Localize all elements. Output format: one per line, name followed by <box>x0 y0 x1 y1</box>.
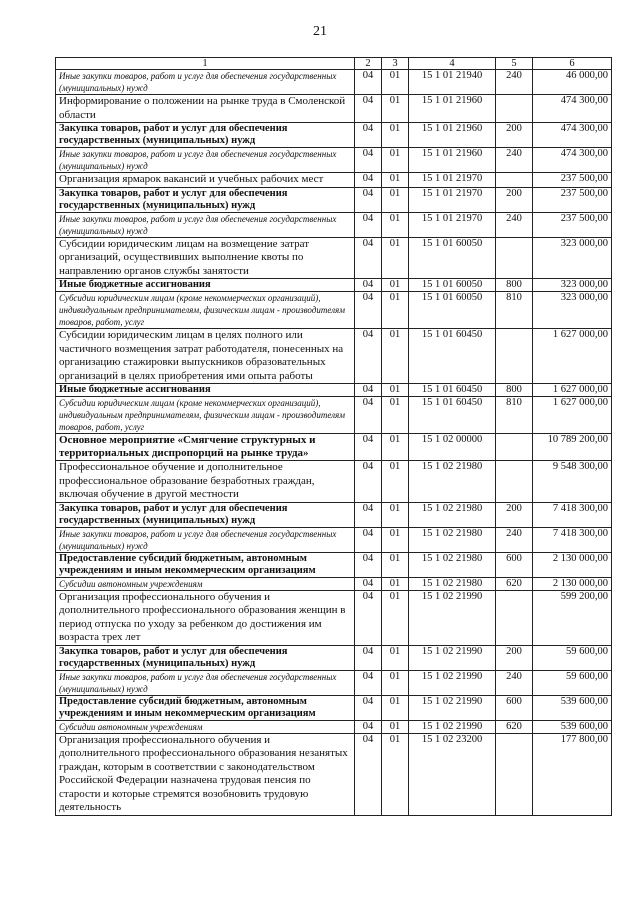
row-name-cell: Иные закупки товаров, работ и услуг для обеспечения государственных (муниципальных) нужд <box>56 148 355 173</box>
expense-type-cell <box>496 461 533 503</box>
row-name-cell: Закупка товаров, работ и услуг для обеспечения государственных (муниципальных) нужд <box>56 502 355 527</box>
section-cell: 04 <box>355 292 382 329</box>
amount-cell: 59 600,00 <box>533 645 612 670</box>
target-article-cell: 15 1 02 00000 <box>409 434 496 461</box>
row-name-cell: Закупка товаров, работ и услуг для обеспечения государственных (муниципальных) нужд <box>56 123 355 148</box>
amount-cell: 10 789 200,00 <box>533 434 612 461</box>
row-name-cell: Иные бюджетные ассигнования <box>56 384 355 397</box>
expense-type-cell: 240 <box>496 70 533 95</box>
row-name-cell: Организация профессионального обучения и дополнительного профессионального образования незанятых граждан, которым в соответствии с законодательством Российской Федерации назначена трудовая пенсия по старости и которые стремятся возобновить трудовую деятельность <box>56 733 355 815</box>
subsection-cell: 01 <box>382 720 409 733</box>
section-cell: 04 <box>355 552 382 577</box>
subsection-cell: 01 <box>382 670 409 695</box>
table-row <box>56 733 612 815</box>
section-cell: 04 <box>355 237 382 279</box>
table-row <box>56 552 612 577</box>
subsection-cell: 01 <box>382 645 409 670</box>
expense-type-cell: 620 <box>496 720 533 733</box>
expense-type-cell: 240 <box>496 670 533 695</box>
row-name-cell: Организация профессионального обучения и дополнительного профессионального образования женщин в период отпуска по уходу за ребенком до достижения им возраста трех лет <box>56 590 355 645</box>
target-article-cell: 15 1 02 21990 <box>409 720 496 733</box>
header-col-4: 4 <box>409 58 496 70</box>
table-row <box>56 434 612 461</box>
target-article-cell: 15 1 01 60050 <box>409 279 496 292</box>
subsection-cell: 01 <box>382 95 409 123</box>
row-name-cell: Закупка товаров, работ и услуг для обеспечения государственных (муниципальных) нужд <box>56 645 355 670</box>
subsection-cell: 01 <box>382 173 409 188</box>
budget-table <box>55 57 612 816</box>
amount-cell: 2 130 000,00 <box>533 552 612 577</box>
section-cell: 04 <box>355 123 382 148</box>
section-cell: 04 <box>355 590 382 645</box>
expense-type-cell: 620 <box>496 577 533 590</box>
expense-type-cell: 200 <box>496 123 533 148</box>
table-row <box>56 461 612 503</box>
row-name-cell: Иные закупки товаров, работ и услуг для обеспечения государственных (муниципальных) нужд <box>56 527 355 552</box>
target-article-cell: 15 1 01 21960 <box>409 148 496 173</box>
subsection-cell: 01 <box>382 148 409 173</box>
amount-cell: 474 300,00 <box>533 95 612 123</box>
subsection-cell: 01 <box>382 695 409 720</box>
subsection-cell: 01 <box>382 552 409 577</box>
row-name-cell: Иные бюджетные ассигнования <box>56 279 355 292</box>
expense-type-cell: 240 <box>496 148 533 173</box>
expense-type-cell: 600 <box>496 695 533 720</box>
subsection-cell: 01 <box>382 577 409 590</box>
table-row <box>56 95 612 123</box>
target-article-cell: 15 1 02 21990 <box>409 590 496 645</box>
section-cell: 04 <box>355 384 382 397</box>
target-article-cell: 15 1 01 60450 <box>409 397 496 434</box>
expense-type-cell: 800 <box>496 279 533 292</box>
amount-cell: 7 418 300,00 <box>533 527 612 552</box>
section-cell: 04 <box>355 577 382 590</box>
table-row <box>56 148 612 173</box>
row-name-cell: Предоставление субсидий бюджетным, автономным учреждениям и иным некоммерческим организациям <box>56 695 355 720</box>
amount-cell: 9 548 300,00 <box>533 461 612 503</box>
target-article-cell: 15 1 01 60050 <box>409 237 496 279</box>
amount-cell: 474 300,00 <box>533 123 612 148</box>
section-cell: 04 <box>355 733 382 815</box>
table-row <box>56 720 612 733</box>
table-row <box>56 237 612 279</box>
table-row <box>56 123 612 148</box>
subsection-cell: 01 <box>382 212 409 237</box>
header-col-5: 5 <box>496 58 533 70</box>
table-row <box>56 670 612 695</box>
section-cell: 04 <box>355 148 382 173</box>
target-article-cell: 15 1 02 21980 <box>409 527 496 552</box>
expense-type-cell: 240 <box>496 527 533 552</box>
page-number: 21 <box>313 24 327 39</box>
target-article-cell: 15 1 01 21960 <box>409 123 496 148</box>
target-article-cell: 15 1 02 21980 <box>409 577 496 590</box>
section-cell: 04 <box>355 279 382 292</box>
amount-cell: 237 500,00 <box>533 187 612 212</box>
row-name-cell: Профессиональное обучение и дополнительное профессиональное образование безработных граждан, включая обучение в другой местности <box>56 461 355 503</box>
table-row <box>56 279 612 292</box>
subsection-cell: 01 <box>382 733 409 815</box>
expense-type-cell: 200 <box>496 502 533 527</box>
row-name-cell: Субсидии автономным учреждениям <box>56 720 355 733</box>
amount-cell: 2 130 000,00 <box>533 577 612 590</box>
amount-cell: 323 000,00 <box>533 292 612 329</box>
section-cell: 04 <box>355 461 382 503</box>
amount-cell: 7 418 300,00 <box>533 502 612 527</box>
subsection-cell: 01 <box>382 70 409 95</box>
expense-type-cell: 810 <box>496 292 533 329</box>
expense-type-cell: 800 <box>496 384 533 397</box>
target-article-cell: 15 1 02 21980 <box>409 461 496 503</box>
expense-type-cell: 600 <box>496 552 533 577</box>
section-cell: 04 <box>355 70 382 95</box>
section-cell: 04 <box>355 212 382 237</box>
table-row <box>56 384 612 397</box>
row-name-cell: Иные закупки товаров, работ и услуг для обеспечения государственных (муниципальных) нужд <box>56 670 355 695</box>
header-col-2: 2 <box>355 58 382 70</box>
table-row <box>56 187 612 212</box>
amount-cell: 1 627 000,00 <box>533 329 612 384</box>
expense-type-cell: 200 <box>496 645 533 670</box>
table-row <box>56 212 612 237</box>
target-article-cell: 15 1 02 21980 <box>409 552 496 577</box>
subsection-cell: 01 <box>382 434 409 461</box>
section-cell: 04 <box>355 695 382 720</box>
amount-cell: 59 600,00 <box>533 670 612 695</box>
expense-type-cell <box>496 733 533 815</box>
section-cell: 04 <box>355 645 382 670</box>
row-name-cell: Субсидии юридическим лицам (кроме некоммерческих организаций), индивидуальным предпринимателям, физическим лицам - производителям товаров, работ, услуг <box>56 292 355 329</box>
target-article-cell: 15 1 01 21960 <box>409 95 496 123</box>
amount-cell: 323 000,00 <box>533 279 612 292</box>
amount-cell: 323 000,00 <box>533 237 612 279</box>
table-row <box>56 695 612 720</box>
target-article-cell: 15 1 01 60450 <box>409 329 496 384</box>
row-name-cell: Субсидии юридическим лицам на возмещение затрат организаций, осуществивших выполнение квоты по направлению органов службы занятости <box>56 237 355 279</box>
table-row <box>56 292 612 329</box>
amount-cell: 1 627 000,00 <box>533 397 612 434</box>
section-cell: 04 <box>355 397 382 434</box>
row-name-cell: Иные закупки товаров, работ и услуг для обеспечения государственных (муниципальных) нужд <box>56 212 355 237</box>
table-row <box>56 527 612 552</box>
subsection-cell: 01 <box>382 527 409 552</box>
header-col-3: 3 <box>382 58 409 70</box>
section-cell: 04 <box>355 720 382 733</box>
table-row <box>56 70 612 95</box>
subsection-cell: 01 <box>382 279 409 292</box>
table-row <box>56 173 612 188</box>
subsection-cell: 01 <box>382 384 409 397</box>
row-name-cell: Субсидии юридическим лицам в целях полного или частичного возмещения затрат работодателя, понесенных на организацию стажировки выпускников образовательных организаций в целях приобретения ими опыта работы <box>56 329 355 384</box>
section-cell: 04 <box>355 527 382 552</box>
table-row <box>56 397 612 434</box>
amount-cell: 237 500,00 <box>533 173 612 188</box>
target-article-cell: 15 1 01 60050 <box>409 292 496 329</box>
subsection-cell: 01 <box>382 329 409 384</box>
row-name-cell: Информирование о положении на рынке труда в Смоленской области <box>56 95 355 123</box>
section-cell: 04 <box>355 329 382 384</box>
section-cell: 04 <box>355 670 382 695</box>
amount-cell: 237 500,00 <box>533 212 612 237</box>
table-header-row <box>56 58 612 70</box>
target-article-cell: 15 1 02 21990 <box>409 695 496 720</box>
row-name-cell: Основное мероприятие «Смягчение структурных и территориальных диспропорций на рынке труда» <box>56 434 355 461</box>
subsection-cell: 01 <box>382 502 409 527</box>
section-cell: 04 <box>355 434 382 461</box>
amount-cell: 474 300,00 <box>533 148 612 173</box>
amount-cell: 539 600,00 <box>533 695 612 720</box>
amount-cell: 539 600,00 <box>533 720 612 733</box>
header-col-6: 6 <box>533 58 612 70</box>
table-row <box>56 590 612 645</box>
target-article-cell: 15 1 01 21970 <box>409 187 496 212</box>
section-cell: 04 <box>355 95 382 123</box>
expense-type-cell <box>496 95 533 123</box>
target-article-cell: 15 1 02 23200 <box>409 733 496 815</box>
subsection-cell: 01 <box>382 292 409 329</box>
row-name-cell: Организация ярмарок вакансий и учебных рабочих мест <box>56 173 355 188</box>
table-row <box>56 502 612 527</box>
amount-cell: 46 000,00 <box>533 70 612 95</box>
table-row <box>56 645 612 670</box>
expense-type-cell <box>496 329 533 384</box>
section-cell: 04 <box>355 502 382 527</box>
amount-cell: 1 627 000,00 <box>533 384 612 397</box>
section-cell: 04 <box>355 187 382 212</box>
expense-type-cell: 810 <box>496 397 533 434</box>
row-name-cell: Субсидии автономным учреждениям <box>56 577 355 590</box>
target-article-cell: 15 1 01 21970 <box>409 212 496 237</box>
expense-type-cell: 200 <box>496 187 533 212</box>
target-article-cell: 15 1 02 21990 <box>409 645 496 670</box>
target-article-cell: 15 1 01 21940 <box>409 70 496 95</box>
header-col-1: 1 <box>56 58 355 70</box>
expense-type-cell <box>496 590 533 645</box>
target-article-cell: 15 1 02 21980 <box>409 502 496 527</box>
target-article-cell: 15 1 01 60450 <box>409 384 496 397</box>
subsection-cell: 01 <box>382 461 409 503</box>
row-name-cell: Иные закупки товаров, работ и услуг для обеспечения государственных (муниципальных) нужд <box>56 70 355 95</box>
subsection-cell: 01 <box>382 397 409 434</box>
subsection-cell: 01 <box>382 187 409 212</box>
subsection-cell: 01 <box>382 123 409 148</box>
row-name-cell: Субсидии юридическим лицам (кроме некоммерческих организаций), индивидуальным предпринимателям, физическим лицам - производителям товаров, работ, услуг <box>56 397 355 434</box>
row-name-cell: Закупка товаров, работ и услуг для обеспечения государственных (муниципальных) нужд <box>56 187 355 212</box>
row-name-cell: Предоставление субсидий бюджетным, автономным учреждениям и иным некоммерческим организациям <box>56 552 355 577</box>
expense-type-cell <box>496 173 533 188</box>
expense-type-cell <box>496 434 533 461</box>
amount-cell: 599 200,00 <box>533 590 612 645</box>
subsection-cell: 01 <box>382 590 409 645</box>
table-row <box>56 577 612 590</box>
table-row <box>56 329 612 384</box>
amount-cell: 177 800,00 <box>533 733 612 815</box>
expense-type-cell: 240 <box>496 212 533 237</box>
subsection-cell: 01 <box>382 237 409 279</box>
target-article-cell: 15 1 02 21990 <box>409 670 496 695</box>
target-article-cell: 15 1 01 21970 <box>409 173 496 188</box>
section-cell: 04 <box>355 173 382 188</box>
expense-type-cell <box>496 237 533 279</box>
